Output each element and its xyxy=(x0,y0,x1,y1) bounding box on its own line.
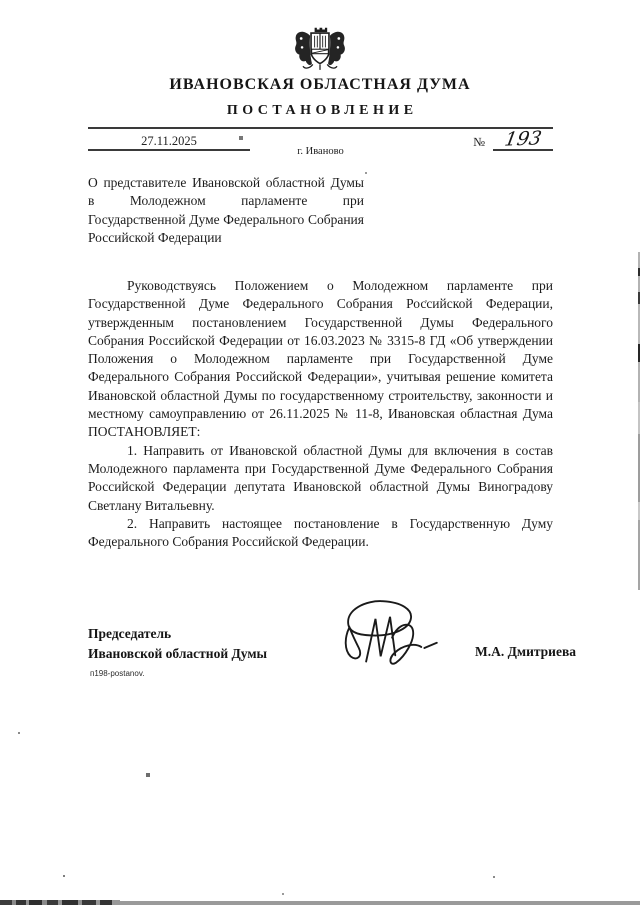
file-reference-code: п198-postanov. xyxy=(90,669,145,678)
handwritten-signature-icon xyxy=(328,596,450,674)
scan-noise-specks xyxy=(0,0,2,2)
resolution-item-2: 2. Направить настоящее постановление в Государственную Думу Федерального Собрания Российской Федерации. xyxy=(88,515,553,550)
signer-position-line1: Председатель xyxy=(88,626,172,641)
document-type-title: ПОСТАНОВЛЕНИЕ xyxy=(226,103,418,118)
document-date: 27.11.2025 xyxy=(88,133,250,151)
subject-paragraph: О представителе Ивановской областной Думы в Молодежном парламенте при Государственной Думе Федерального Собрания Российской Федерации xyxy=(88,175,364,246)
organization-title: ИВАНОВСКАЯ ОБЛАСТНАЯ ДУМА xyxy=(169,76,471,93)
resolution-item-1: 1. Направить от Ивановской областной Думы для включения в состав Молодежного парламента при Государственной Думе Федерального Собрания Российской Федерации депутата Ивановской областной Думы Виноградову Светлану Витальевну. xyxy=(88,442,553,513)
resolution-body xyxy=(88,277,553,551)
signer-name: М.А. Дмитриева xyxy=(475,644,576,659)
signer-position xyxy=(88,624,267,664)
city-line: г. Иваново xyxy=(297,146,344,157)
ivanovo-coat-of-arms-icon xyxy=(291,25,349,77)
scan-edge-artifact-bottom-dark xyxy=(0,900,120,905)
signer-position-line2: Ивановской областной Думы xyxy=(88,646,268,661)
number-sign-label: № xyxy=(473,135,485,149)
preamble-paragraph: Руководствуясь Положением о Молодежном парламенте при Государственной Думе Федерального Собрания Российской Федерации, утвержденным постановлением Государственной Думы Федерального Собрания Российской Федерации от 16.03.2023 № 3315-8 ГД «Об утверждении Положения о Молодежном парламенте при Государственной Думе Федерального Собрания Российской Федерации», учитывая решение комитета Ивановской областной Думы по государственному строительству, законности и местному самоуправлению от 26.11.2025 № 11-8, Ивановская областная Дума ПОСТАНОВЛЯЕТ: xyxy=(88,278,553,440)
document-number-handwritten: 193 xyxy=(502,127,544,151)
